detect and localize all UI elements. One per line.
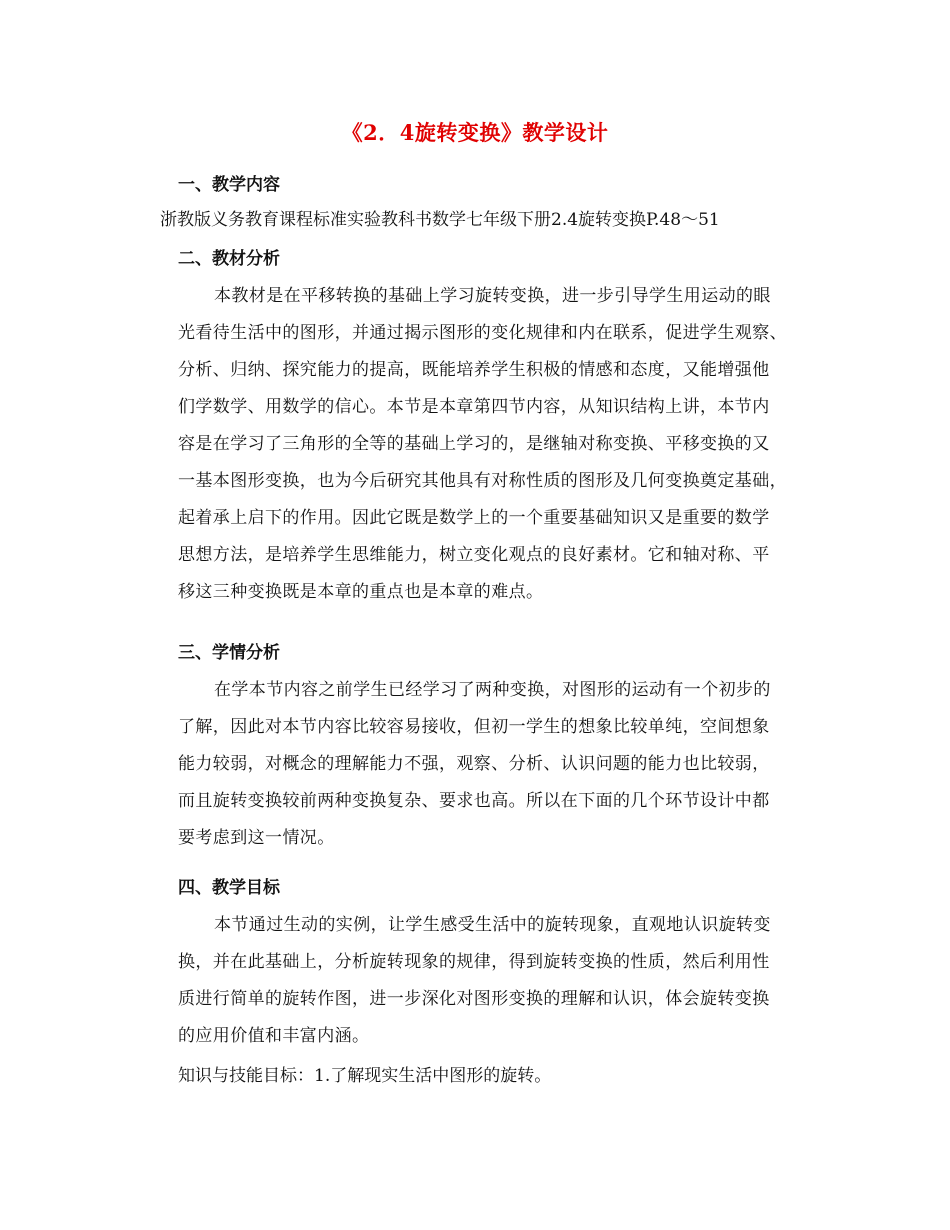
goals-line: 换，并在此基础上，分析旋转现象的规律，得到旋转变换的性质，然后利用性	[178, 952, 770, 972]
analysis-line: 思想方法，是培养学生思维能力，树立变化观点的良好素材。它和轴对称、平	[178, 545, 770, 565]
analysis-line: 起着承上启下的作用。因此它既是数学上的一个重要基础知识又是重要的数学	[178, 508, 770, 528]
analysis-line: 一基本图形变换，也为今后研究其他具有对称性质的图形及几何变换奠定基础，	[178, 471, 787, 491]
section-heading-content: 一、教学内容	[178, 175, 280, 195]
goals-line: 质进行简单的旋转作图，进一步深化对图形变换的理解和认识，体会旋转变换	[178, 989, 770, 1009]
knowledge-goal-line: 知识与技能目标：1.了解现实生活中图形的旋转。	[178, 1066, 552, 1086]
students-line: 了解，因此对本节内容比较容易接收，但初一学生的想象比较单纯，空间想象	[178, 717, 770, 737]
document-title: 《2．4旋转变换》教学设计	[341, 120, 609, 145]
analysis-line: 本教材是在平移转换的基础上学习旋转变换，进一步引导学生用运动的眼	[214, 286, 771, 306]
analysis-line: 容是在学习了三角形的全等的基础上学习的，是继轴对称变换、平移变换的又	[178, 434, 770, 454]
goals-line: 本节通过生动的实例，让学生感受生活中的旋转现象，直观地认识旋转变	[214, 915, 771, 935]
analysis-line: 们学数学、用数学的信心。本节是本章第四节内容，从知识结构上讲，本节内	[178, 397, 770, 417]
section-heading-goals: 四、教学目标	[178, 878, 280, 898]
analysis-line: 分析、归纳、探究能力的提高，既能培养学生积极的情感和态度，又能增强他	[178, 360, 770, 380]
students-line: 要考虑到这一情况。	[178, 828, 335, 848]
students-line: 而且旋转变换较前两种变换复杂、要求也高。所以在下面的几个环节设计中都	[178, 791, 770, 811]
analysis-line: 移这三种变换既是本章的重点也是本章的难点。	[178, 582, 544, 602]
section-heading-analysis: 二、教材分析	[178, 249, 280, 269]
content-text: 浙教版义务教育课程标准实验教科书数学七年级下册2.4旋转变换P.48～51	[160, 210, 720, 230]
students-line: 在学本节内容之前学生已经学习了两种变换，对图形的运动有一个初步的	[214, 680, 771, 700]
section-heading-students: 三、学情分析	[178, 643, 280, 663]
analysis-line: 光看待生活中的图形，并通过揭示图形的变化规律和内在联系，促进学生观察、	[178, 323, 787, 343]
students-line: 能力较弱，对概念的理解能力不强，观察、分析、认识问题的能力也比较弱，	[178, 754, 770, 774]
goals-line: 的应用价值和丰富内涵。	[178, 1026, 370, 1046]
